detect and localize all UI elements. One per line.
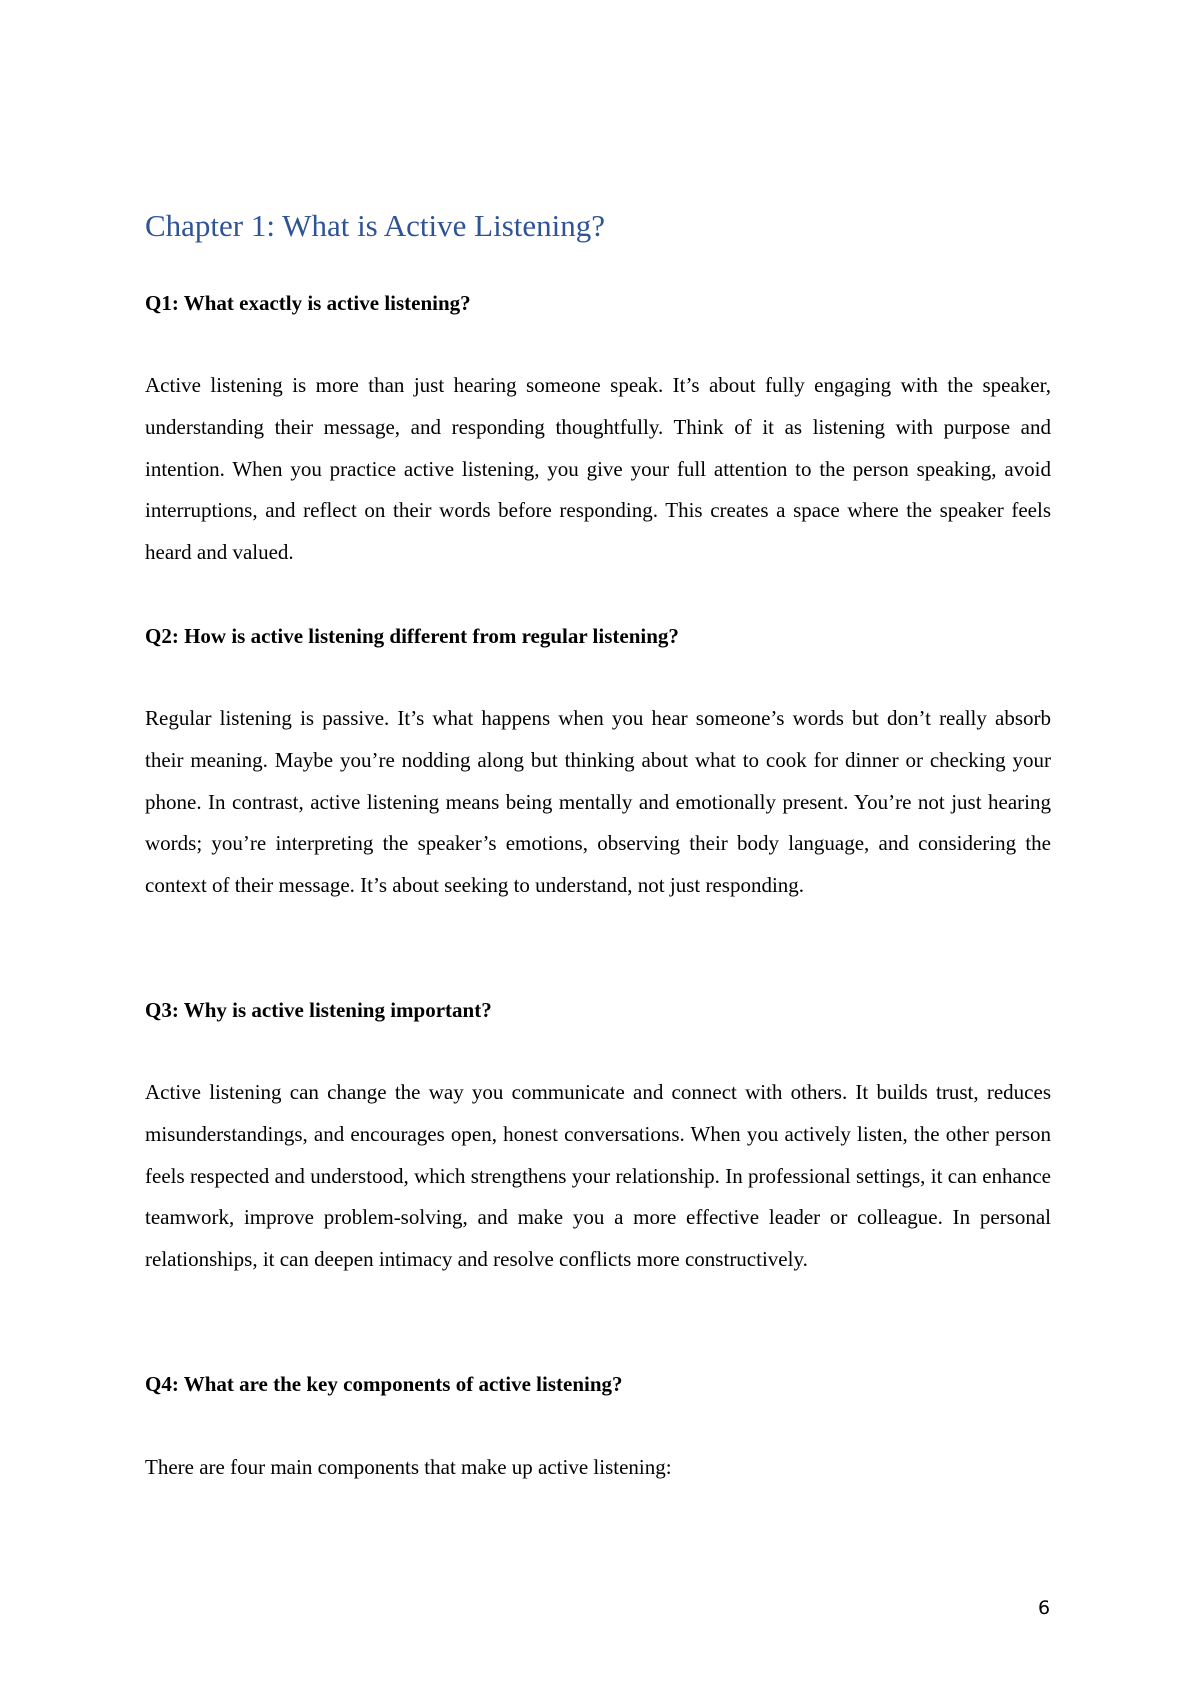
chapter-title: Chapter 1: What is Active Listening? xyxy=(145,208,606,243)
question-heading: Q2: How is active listening different from regular listening? xyxy=(145,624,679,648)
question-heading: Q3: Why is active listening important? xyxy=(145,998,492,1022)
answer-paragraph: Active listening is more than just hearing someone speak. It’s about fully engaging with the speaker, understanding their message, and responding thoughtfully. Think of it as listening with purpose and intention. When you practice active listening, you give your full attention to the person speaking, avoid interruptions, and reflect on their words before responding. This creates a space where the speaker feels heard and valued. xyxy=(145,373,1051,565)
answer-paragraph: Regular listening is passive. It’s what happens when you hear someone’s words but don’t really absorb their meaning. Maybe you’re nodding along but thinking about what to cook for dinner or checking your phone. In contrast, active listening means being mentally and emotionally present. You’re not just hearing words; you’re interpreting the speaker’s emotions, observing their body language, and considering the context of their message. It’s about seeking to understand, not just responding. xyxy=(145,706,1051,898)
answer-paragraph: There are four main components that make up active listening: xyxy=(145,1455,672,1479)
answer-paragraph: Active listening can change the way you communicate and connect with others. It builds trust, reduces misunderstandings, and encourages open, honest conversations. When you actively listen, the other person feels respected and understood, which strengthens your relationship. In professional settings, it can enhance teamwork, improve problem-solving, and make you a more effective leader or colleague. In personal relationships, it can deepen intimacy and resolve conflicts more constructively. xyxy=(145,1080,1051,1272)
question-heading: Q4: What are the key components of active listening? xyxy=(145,1372,623,1396)
question-heading: Q1: What exactly is active listening? xyxy=(145,291,471,315)
page-number: 6 xyxy=(1037,1597,1051,1619)
